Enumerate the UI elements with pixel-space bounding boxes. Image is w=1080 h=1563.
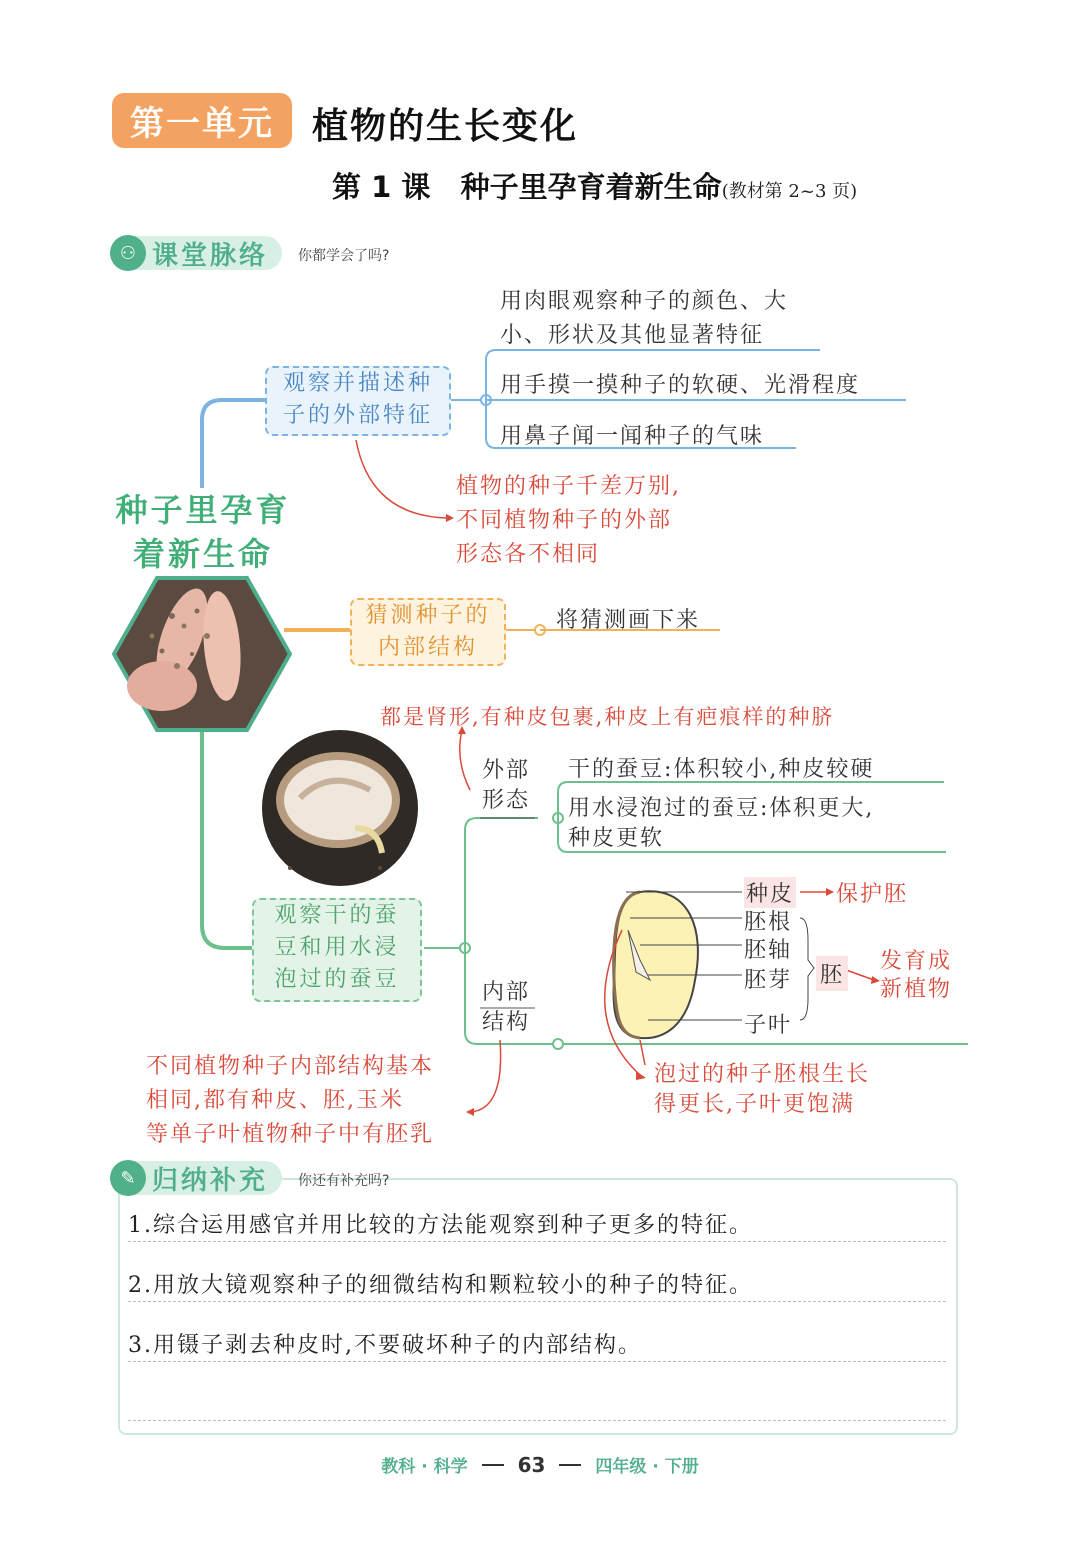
summary-item: 2.用放大镜观察种子的细微结构和颗粒较小的种子的特征。 xyxy=(128,1273,753,1298)
label-embryo: 胚 xyxy=(816,956,848,991)
label-plumule: 胚芽 xyxy=(744,968,793,993)
central-topic-line: 着新生命 xyxy=(132,535,273,573)
label-seed-coat: 种皮 xyxy=(744,877,796,908)
note-line: 不同植物种子内部结构基本 xyxy=(146,1054,435,1079)
soaked-seed-note xyxy=(654,1060,870,1120)
label-line: 外部 xyxy=(482,758,531,783)
summary-rule xyxy=(128,1241,946,1242)
section-heading-summary xyxy=(112,1161,282,1195)
protect-embryo-note: 保护胚 xyxy=(836,882,909,907)
page-footer xyxy=(0,1452,1080,1477)
network-icon: ⚇ xyxy=(110,235,146,271)
lesson-title: 种子里孕育着新生命 xyxy=(460,170,722,204)
soaked-bean-item xyxy=(568,794,874,854)
footer-dash xyxy=(559,1464,581,1466)
broad-bean-photo xyxy=(260,728,420,888)
item-line: 小、形状及其他显著特征 xyxy=(500,323,765,348)
dry-bean-item: 干的蚕豆:体积较小,种皮较硬 xyxy=(568,757,875,782)
central-topic xyxy=(105,488,301,576)
external-note xyxy=(456,470,681,572)
branch-label: 豆和用水浸 xyxy=(274,935,400,960)
lesson-label: 第 1 课 xyxy=(332,170,431,204)
unit-title: 植物的生长变化 xyxy=(312,106,579,147)
note-line: 不同植物种子的外部 xyxy=(456,508,673,533)
note-line: 新植物 xyxy=(880,977,953,1002)
summary-item: 3.用镊子剥去种皮时,不要破坏种子的内部结构。 xyxy=(128,1333,642,1358)
note-line: 泡过的种子胚根生长 xyxy=(654,1062,871,1087)
label-line: 形态 xyxy=(482,788,531,813)
observe-touch-item: 用手摸一摸种子的软硬、光滑程度 xyxy=(500,373,861,398)
unit-badge: 第一单元 xyxy=(112,93,292,148)
label-radicle: 胚根 xyxy=(744,910,793,935)
grow-note xyxy=(880,948,952,1004)
label-hypocotyl: 胚轴 xyxy=(744,938,793,963)
item-line: 用水浸泡过的蚕豆:体积更大, xyxy=(568,796,875,821)
external-form-label xyxy=(482,756,530,816)
internal-structure-note xyxy=(146,1050,434,1152)
footer-dash xyxy=(482,1464,504,1466)
branch-label: 猜测种子的 xyxy=(365,603,491,628)
pencil-icon: ✎ xyxy=(110,1160,146,1196)
section-title: 课堂脉络 xyxy=(152,240,269,271)
seeds-in-hand-photo xyxy=(112,576,292,732)
note-line: 形态各不相同 xyxy=(456,542,601,567)
branch-label: 泡过的蚕豆 xyxy=(274,967,400,992)
summary-item: 1.综合运用感官并用比较的方法能观察到种子更多的特征。 xyxy=(128,1213,753,1238)
footer-grade: 四年级 · 下册 xyxy=(595,1457,699,1477)
branch-observe-beans xyxy=(252,898,422,1002)
observe-eye-item xyxy=(500,285,788,353)
branch-observe-external xyxy=(265,366,451,436)
summary-rule xyxy=(128,1301,946,1302)
section-subtitle: 你还有补充吗? xyxy=(298,1173,390,1189)
item-line: 用肉眼观察种子的颜色、大 xyxy=(500,289,789,314)
footer-subject: 教科 · 科学 xyxy=(381,1457,468,1477)
page-number: 63 xyxy=(517,1452,546,1477)
summary-rule xyxy=(128,1420,946,1421)
branch-guess-internal xyxy=(350,598,506,666)
internal-structure-label xyxy=(482,978,530,1038)
label-cotyledon: 子叶 xyxy=(744,1013,793,1038)
note-line: 等单子叶植物种子中有胚乳 xyxy=(146,1122,435,1147)
observe-smell-item: 用鼻子闻一闻种子的气味 xyxy=(500,424,765,449)
branch-label: 内部结构 xyxy=(377,635,478,660)
shape-note: 都是肾形,有种皮包裹,种皮上有疤痕样的种脐 xyxy=(380,705,835,729)
central-topic-line: 种子里孕育 xyxy=(115,491,291,529)
section-subtitle: 你都学会了吗? xyxy=(298,248,390,264)
item-line: 种皮更软 xyxy=(568,826,665,851)
summary-rule xyxy=(128,1361,946,1362)
note-line: 植物的种子千差万别, xyxy=(456,474,681,499)
branch-label: 子的外部特征 xyxy=(282,403,433,428)
note-line: 发育成 xyxy=(880,949,953,974)
note-line: 得更长,子叶更饱满 xyxy=(654,1092,855,1117)
branch-label: 观察并描述种 xyxy=(282,371,433,396)
label-line: 结构 xyxy=(482,1010,531,1035)
lesson-ref: (教材第 2~3 页) xyxy=(721,181,858,202)
section-title: 归纳补充 xyxy=(152,1165,269,1196)
label-line: 内部 xyxy=(482,980,531,1005)
note-line: 相同,都有种皮、胚,玉米 xyxy=(146,1088,404,1113)
draw-guess-item: 将猜测画下来 xyxy=(556,608,701,633)
branch-label: 观察干的蚕 xyxy=(274,903,400,928)
